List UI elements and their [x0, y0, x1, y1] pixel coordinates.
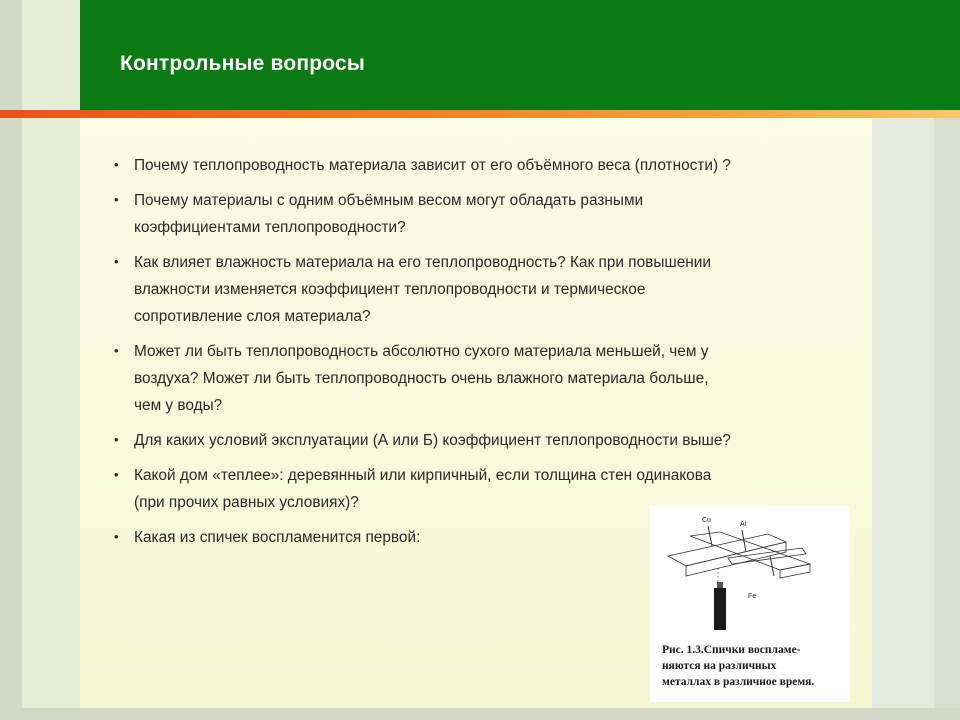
matches-diagram	[650, 506, 850, 636]
match-icon	[770, 556, 774, 576]
candle-flame-icon	[717, 582, 723, 588]
label-cu: Cu	[702, 517, 711, 524]
question-line: коэффициентами теплопроводности?	[134, 219, 406, 236]
question-line: Как влияет влажность материала на его теплопроводность? Как при повышении	[134, 254, 712, 271]
question-item	[112, 187, 832, 241]
candle-icon	[714, 588, 726, 630]
bullet-icon: •	[114, 192, 119, 207]
question-list	[112, 152, 832, 559]
label-al: Al	[740, 521, 747, 528]
question-line: Какой дом «теплее»: деревянный или кирпичный, если толщина стен одинакова	[134, 467, 712, 484]
question-line: Для каких условий эксплуатации (А или Б) коэффициент теплопроводности выше?	[134, 432, 731, 449]
bottom-bar	[0, 708, 960, 720]
question-item	[112, 427, 832, 454]
question-item	[112, 249, 832, 330]
right-stripe-inner	[872, 118, 934, 720]
left-stripe-inner	[22, 0, 80, 720]
caption-line: Рис. 1.3.Спички воспламе-	[662, 644, 801, 656]
question-line: Какая из спичек воспламенится первой:	[134, 529, 421, 546]
question-line: Почему материалы с одним объёмным весом могут обладать разными	[134, 192, 644, 209]
question-line: воздуха? Может ли быть теплопроводность очень влажного материала больше,	[134, 370, 709, 387]
bullet-icon: •	[114, 157, 119, 172]
question-line: сопротивление слоя материала?	[134, 308, 371, 325]
metal-strip-fe	[728, 548, 806, 564]
figure-caption	[662, 642, 848, 690]
question-line: Может ли быть теплопроводность абсолютно сухого материала меньшей, чем у	[134, 343, 709, 360]
bullet-icon: •	[114, 343, 119, 358]
question-line: влажности изменяется коэффициент теплопроводности и термическое	[134, 281, 646, 298]
caption-line: металлах в различное время.	[662, 676, 815, 688]
left-stripe-outer	[0, 0, 22, 720]
bullet-icon: •	[114, 467, 119, 482]
header-accent-line	[0, 110, 960, 118]
question-line: чем у воды?	[134, 397, 223, 414]
metal-strip-al-side	[780, 564, 810, 578]
label-fe: Fe	[748, 593, 757, 600]
matches-figure	[650, 506, 850, 702]
question-line: (при прочих равных условиях)?	[134, 494, 359, 511]
bullet-icon: •	[114, 254, 119, 269]
slide-title: Контрольные вопросы	[120, 52, 366, 75]
bullet-icon: •	[114, 529, 119, 544]
question-item	[112, 338, 832, 419]
bullet-icon: •	[114, 432, 119, 447]
question-line: Почему теплопроводность материала зависит от его объёмного веса (плотности) ?	[134, 157, 731, 174]
caption-line: няются на различных	[662, 660, 777, 672]
question-item	[112, 152, 832, 179]
